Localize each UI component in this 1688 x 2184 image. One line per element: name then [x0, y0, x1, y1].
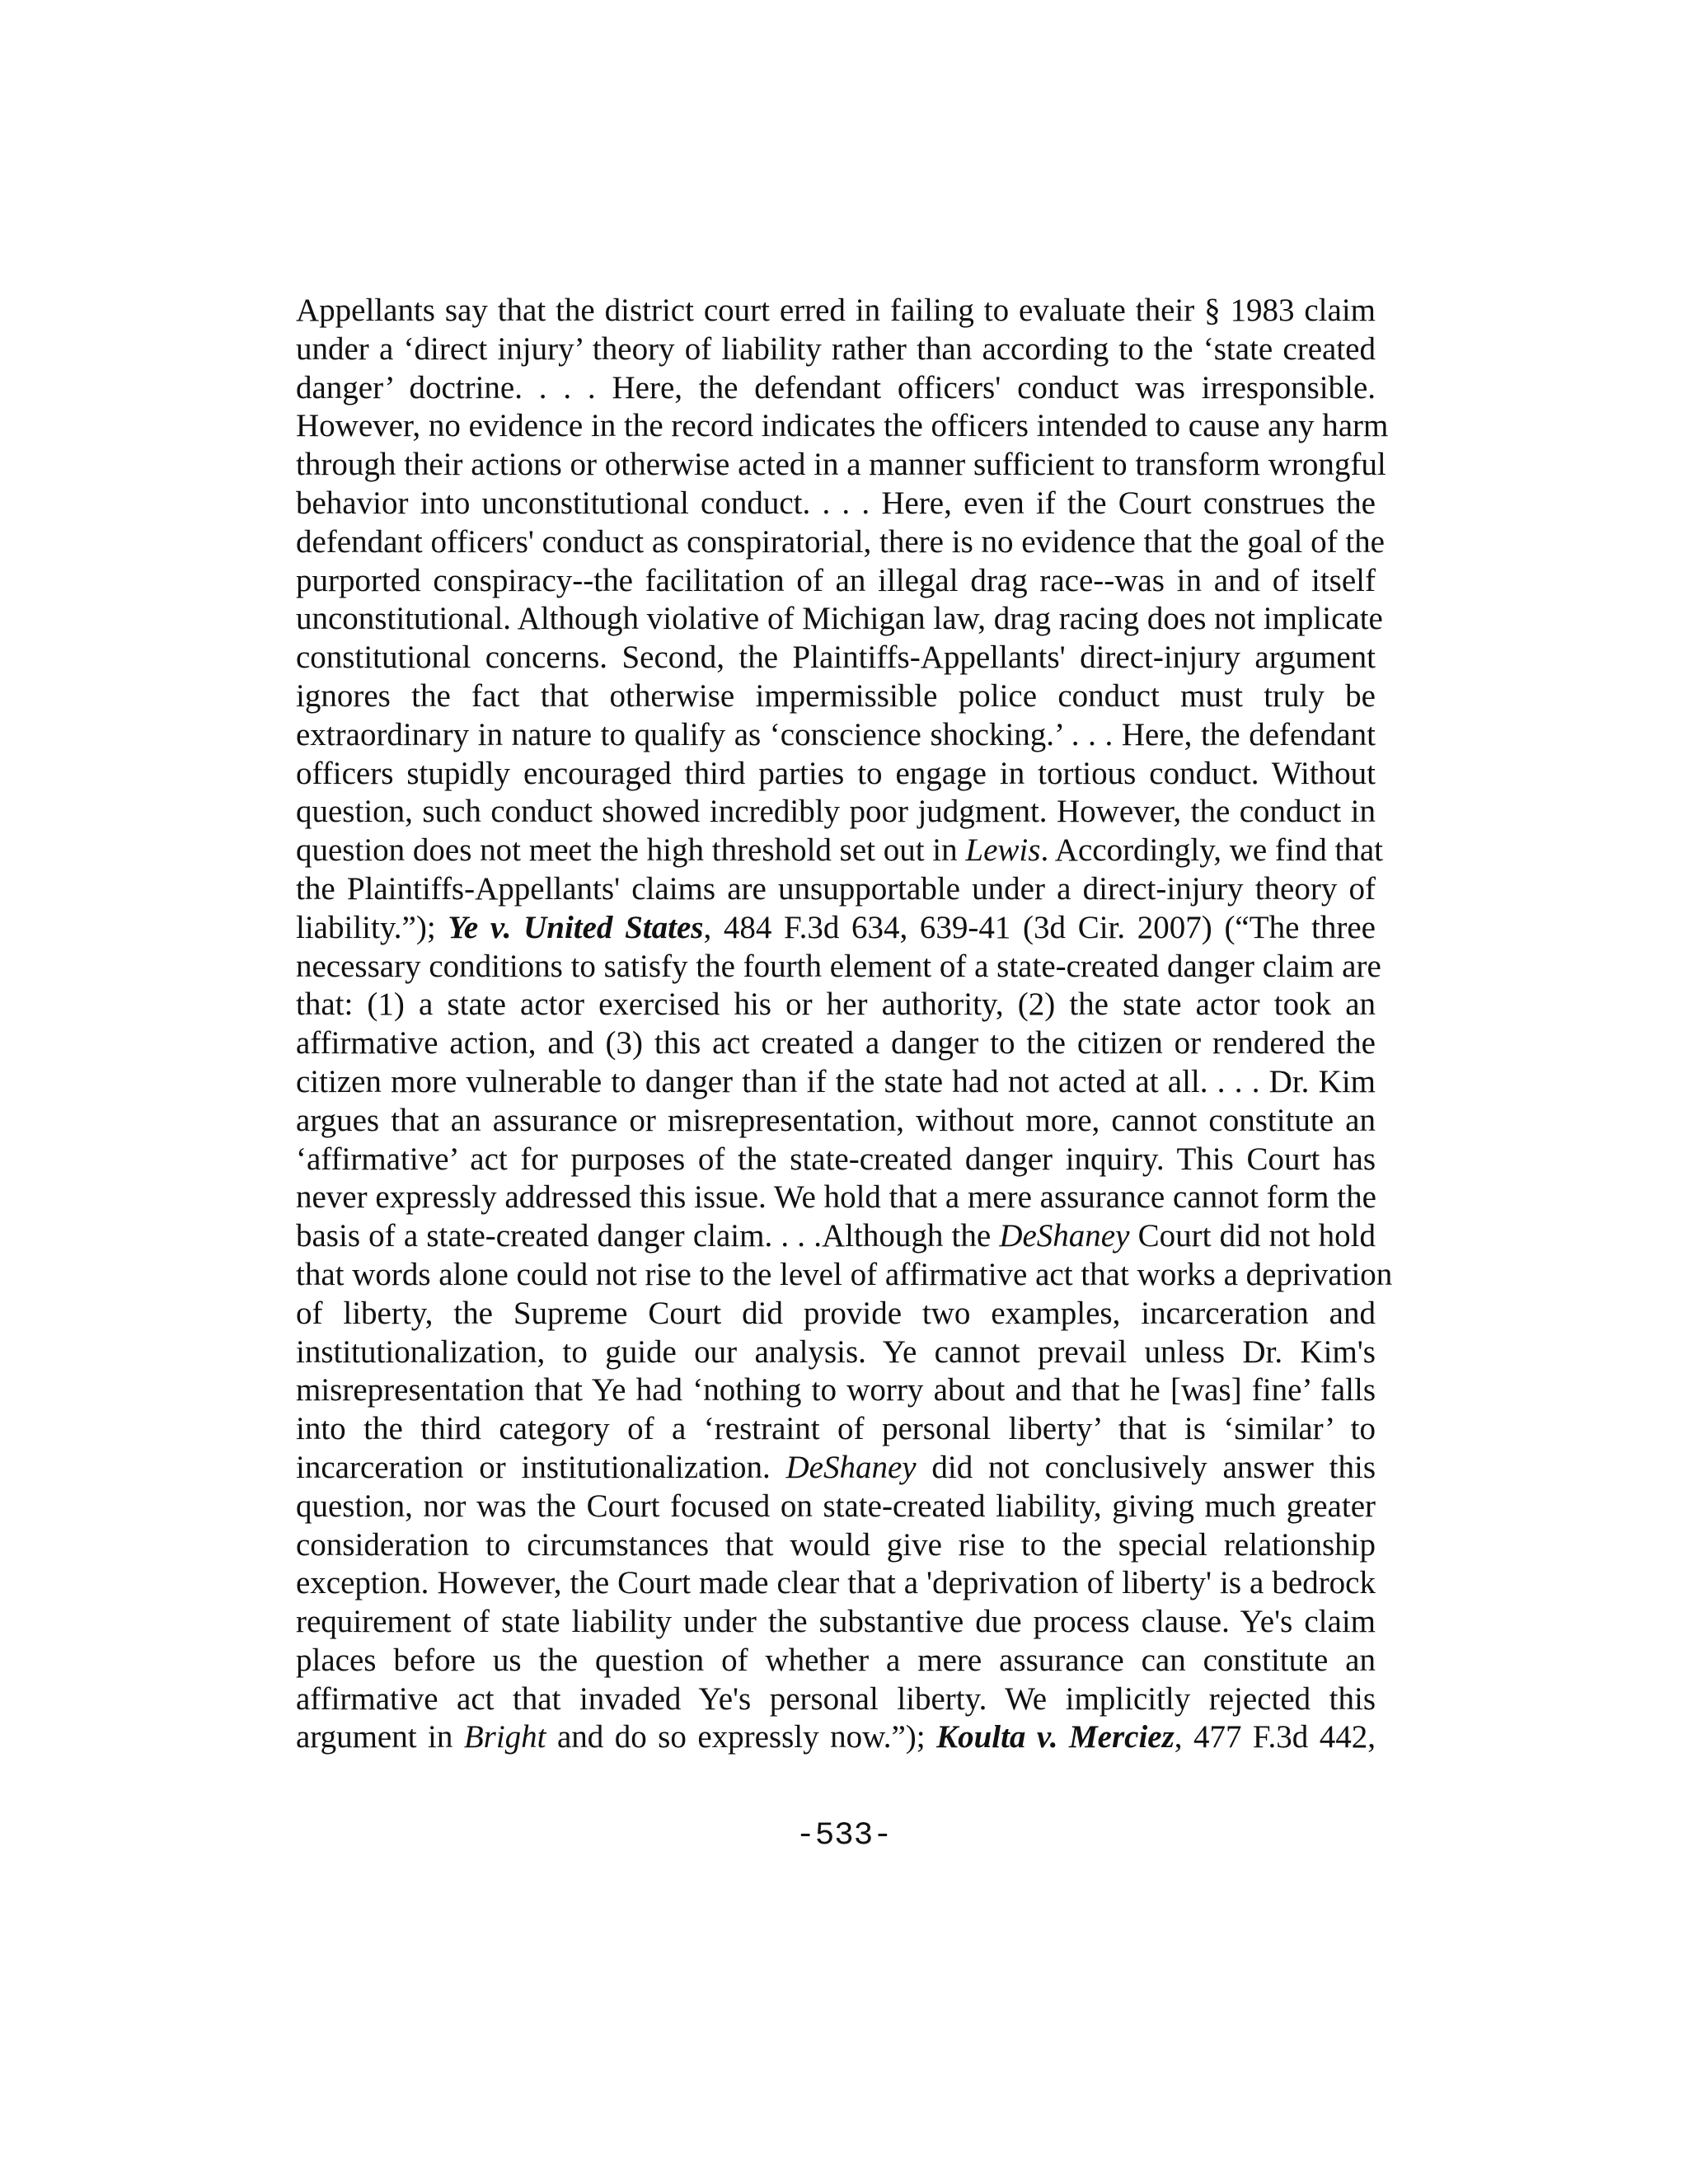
text-segment: consideration to circumstances that would give rise to the special relationship — [296, 1526, 1376, 1563]
text-line — [296, 639, 1376, 677]
body-text — [296, 292, 1393, 1757]
text-segment: institutionalization, to guide our analysis. Ye cannot prevail unless Dr. Kim's — [296, 1333, 1376, 1370]
text-line — [296, 716, 1376, 755]
text-segment: necessary conditions to satisfy the fourth element of a state-created danger claim are — [296, 948, 1381, 984]
text-line — [296, 1449, 1376, 1488]
text-segment: , 484 F.3d 634, 639-41 (3d Cir. 2007) (“The three — [703, 909, 1376, 945]
text-line — [296, 1718, 1376, 1757]
text-segment: officers stupidly encouraged third parties to engage in tortious conduct. Without — [296, 755, 1376, 791]
text-segment: question does not meet the high threshold set out in — [296, 832, 966, 869]
text-segment: that: (1) a state actor exercised his or her authority, (2) the state actor took an — [296, 987, 1376, 1023]
text-segment: and do so expressly now.”); — [546, 1719, 937, 1755]
text-line — [296, 1371, 1376, 1410]
case-name-italic: DeShaney — [999, 1218, 1130, 1254]
text-segment: argues that an assurance or misrepresentation, without more, cannot constitute an — [296, 1102, 1376, 1138]
text-segment: question, such conduct showed incredibly poor judgment. However, the conduct in — [296, 794, 1376, 830]
text-segment: misrepresentation that Ye had ‘nothing to worry about and that he [was] fine’ falls — [296, 1372, 1376, 1408]
text-segment: of liberty, the Supreme Court did provide two examples, incarceration and — [296, 1295, 1376, 1331]
text-line — [296, 446, 1386, 485]
text-line — [296, 330, 1376, 369]
text-line — [296, 1564, 1376, 1603]
text-line — [296, 1102, 1376, 1141]
text-segment: question, nor was the Court focused on state-created liability, giving much greater — [296, 1488, 1376, 1524]
text-segment: unconstitutional. Although violative of Michigan law, drag racing does not implicate — [296, 601, 1383, 637]
text-segment: exception. However, the Court made clear that a 'deprivation of liberty' is a bedrock — [296, 1565, 1376, 1601]
text-segment: the Plaintiffs-Appellants' claims are unsupportable under a direct-injury theory of — [296, 870, 1376, 907]
text-segment: Appellants say that the district court erred in failing to evaluate their § 1983 claim — [296, 293, 1376, 328]
text-segment: never expressly addressed this issue. We hold that a mere assurance cannot form the — [296, 1179, 1376, 1216]
text-line — [296, 677, 1376, 716]
text-segment: However, no evidence in the record indicates the officers intended to cause any harm — [296, 408, 1389, 444]
text-line — [296, 600, 1383, 639]
text-line — [296, 793, 1376, 832]
text-line — [296, 1488, 1376, 1526]
text-line — [296, 1603, 1376, 1642]
text-line — [296, 870, 1376, 909]
text-segment: extraordinary in nature to qualify as ‘conscience shocking.’ . . . Here, the defendant — [296, 716, 1376, 752]
text-segment: purported conspiracy--the facilitation of an illegal drag race--was in and of itself — [296, 562, 1376, 598]
case-citation: Ye v. United States — [448, 909, 704, 945]
text-line — [296, 755, 1376, 794]
text-line — [296, 1141, 1376, 1179]
text-line — [296, 562, 1376, 601]
text-segment: argument in — [296, 1719, 464, 1755]
text-segment: affirmative act that invaded Ye's personal liberty. We implicitly rejected this — [296, 1680, 1376, 1717]
text-segment: incarceration or institutionalization. — [296, 1449, 786, 1485]
text-line — [296, 1333, 1376, 1372]
text-segment: defendant officers' conduct as conspiratorial, there is no evidence that the goal of the — [296, 523, 1385, 560]
text-segment: places before us the question of whether a mere assurance can constitute an — [296, 1642, 1376, 1678]
text-segment: Court did not hold — [1129, 1218, 1376, 1254]
text-line — [296, 1256, 1393, 1295]
text-segment: under a ‘direct injury’ theory of liability rather than according to the ‘state created — [296, 330, 1376, 367]
text-segment: danger’ doctrine. . . . Here, the defendant officers' conduct was irresponsible. — [296, 369, 1376, 405]
text-line — [296, 485, 1376, 523]
text-segment: ignores the fact that otherwise impermissible police conduct must truly be — [296, 677, 1376, 714]
text-line — [296, 407, 1389, 446]
text-segment: did not conclusively answer this — [916, 1449, 1376, 1485]
page-number: -533- — [795, 1817, 893, 1854]
text-line — [296, 369, 1376, 408]
text-segment: liability.”); — [296, 909, 448, 945]
text-line — [296, 523, 1385, 562]
text-segment: that words alone could not rise to the level of affirmative act that works a deprivation — [296, 1256, 1393, 1292]
text-segment: through their actions or otherwise acted in a manner sufficient to transform wrongful — [296, 447, 1386, 483]
case-name-italic: DeShaney — [785, 1449, 917, 1485]
text-line — [296, 1410, 1376, 1449]
text-line — [296, 1680, 1376, 1719]
text-line — [296, 1295, 1376, 1333]
text-line — [296, 986, 1376, 1024]
text-line — [296, 909, 1376, 948]
text-segment: requirement of state liability under the substantive due process clause. Ye's claim — [296, 1604, 1376, 1640]
text-line — [296, 1024, 1376, 1063]
text-segment: behavior into unconstitutional conduct. . . . Here, even if the Court construes the — [296, 485, 1376, 521]
text-segment: constitutional concerns. Second, the Plaintiffs-Appellants' direct-injury argument — [296, 640, 1376, 676]
text-line — [296, 292, 1376, 330]
text-line — [296, 832, 1383, 870]
text-line — [296, 1642, 1376, 1680]
text-line — [296, 1526, 1376, 1565]
text-segment: , 477 F.3d 442, — [1174, 1719, 1376, 1755]
text-line — [296, 1063, 1376, 1102]
case-name-italic: Lewis — [965, 832, 1041, 869]
text-line — [296, 1179, 1376, 1217]
text-segment: affirmative action, and (3) this act created a danger to the citizen or rendered the — [296, 1025, 1376, 1062]
text-segment: citizen more vulnerable to danger than if the state had not acted at all. . . . Dr. Kim — [296, 1063, 1376, 1099]
text-line — [296, 1217, 1376, 1256]
case-citation: Koulta v. Merciez — [936, 1719, 1175, 1755]
text-segment: ‘affirmative’ act for purposes of the state-created danger inquiry. This Court has — [296, 1141, 1376, 1177]
case-name-italic: Bright — [463, 1719, 546, 1755]
text-segment: . Accordingly, we find that — [1040, 832, 1383, 869]
text-segment: into the third category of a ‘restraint of personal liberty’ that is ‘similar’ to — [296, 1411, 1376, 1447]
text-line — [296, 948, 1381, 987]
text-segment: basis of a state-created danger claim. . . .Although the — [296, 1218, 1000, 1254]
